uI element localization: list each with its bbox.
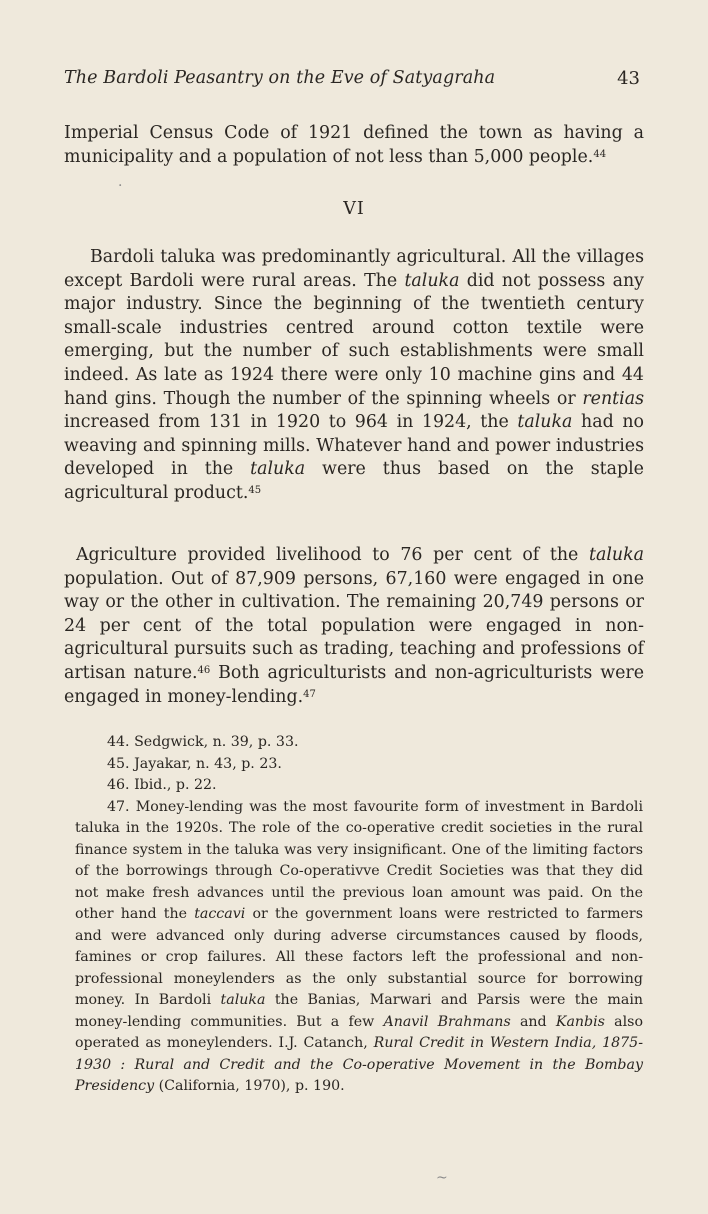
footnotes <box>75 732 643 1098</box>
footnote-ref-44: 44 <box>593 148 607 160</box>
footnote-46: 46. Ibid., p. 22. <box>107 777 217 793</box>
footnote-ref-46: 46 <box>197 664 211 676</box>
footnote-45: 45. Jayakar, n. 43, p. 23. <box>107 755 282 772</box>
paragraph-census: Imperial Census Code of 1921 defined the town as having a municipality and a population of not less than 5,000 people.$^{44}$ <box>64 123 644 167</box>
stray-smudge: ~ <box>436 1170 448 1186</box>
footnote-ref-45: 45 <box>248 484 262 496</box>
running-header <box>64 68 644 98</box>
section-heading: VI <box>343 199 365 219</box>
stray-dot: · <box>118 178 123 194</box>
paragraph-agriculture: Bardoli taluka was predominantly agricultural. All the villages except Bardoli were rural areas. The taluka did not possess any major industry. Since the beginning of the twentieth century small-scale industries centred around cotton textile were emerging, but the number of such establishments were small indeed. As late as 1924 there were only 10 machine gins and 44 hand gins. Though the number of the spinning wheels or rentias increased from 131 in 1920 to 964 in 1924, the taluka had no weaving and spinning mills. Whatever hand and power industries developed in the taluka were thus based on the staple agricultural product.$^{45}$ <box>64 247 644 503</box>
page-number: 43 <box>617 68 640 89</box>
running-title: The Bardoli Peasantry on the Eve of Satyagraha <box>64 68 496 88</box>
paragraph-livelihood: Agriculture provided livelihood to 76 per cent of the taluka population. Out of 87,909 persons, 67,160 were engaged in one way or the other in cultivation. The remaining 20,749 persons or 24 per cent of the total population were engaged in non-agricultural pursuits such as trading, teaching and professions of artisan nature.$^{46}$ Both agriculturists and non-agriculturists were engaged in money-lending.$^{47}$ <box>64 545 644 707</box>
footnote-ref-47: 47 <box>303 688 316 700</box>
footnote-44: 44. Sedgwick, n. 39, p. 33. <box>107 734 299 750</box>
footnote-47: 47. Money-lending was the most favourite form of investment in Bardoli taluka in the 1920s. The role of the co-operative credit societies in the rural finance system in the taluka was very insignificant. One of the limiting factors of the borrowings through Co-operativve Credit Societies was that they did not make fresh advances until the previous loan amount was paid. On the other hand the taccavi or the government loans were restricted to farmers and were advanced only during adverse circumstances caused by floods, famines or crop failures. All these factors left the professional and non-professional moneylenders as the only substantial source for borrowing money. In Bardoli taluka the Banias, Marwari and Parsis were the main money-lending communities. But a few Anavil Brahmans and Kanbis also operated as moneylenders. I.J. Catanch, Rural Credit in Western India, 1875-1930 : Rural and Credit and the Co-operative Movement in the Bombay Presidency (California, 1970), p. 190. <box>75 798 643 1094</box>
